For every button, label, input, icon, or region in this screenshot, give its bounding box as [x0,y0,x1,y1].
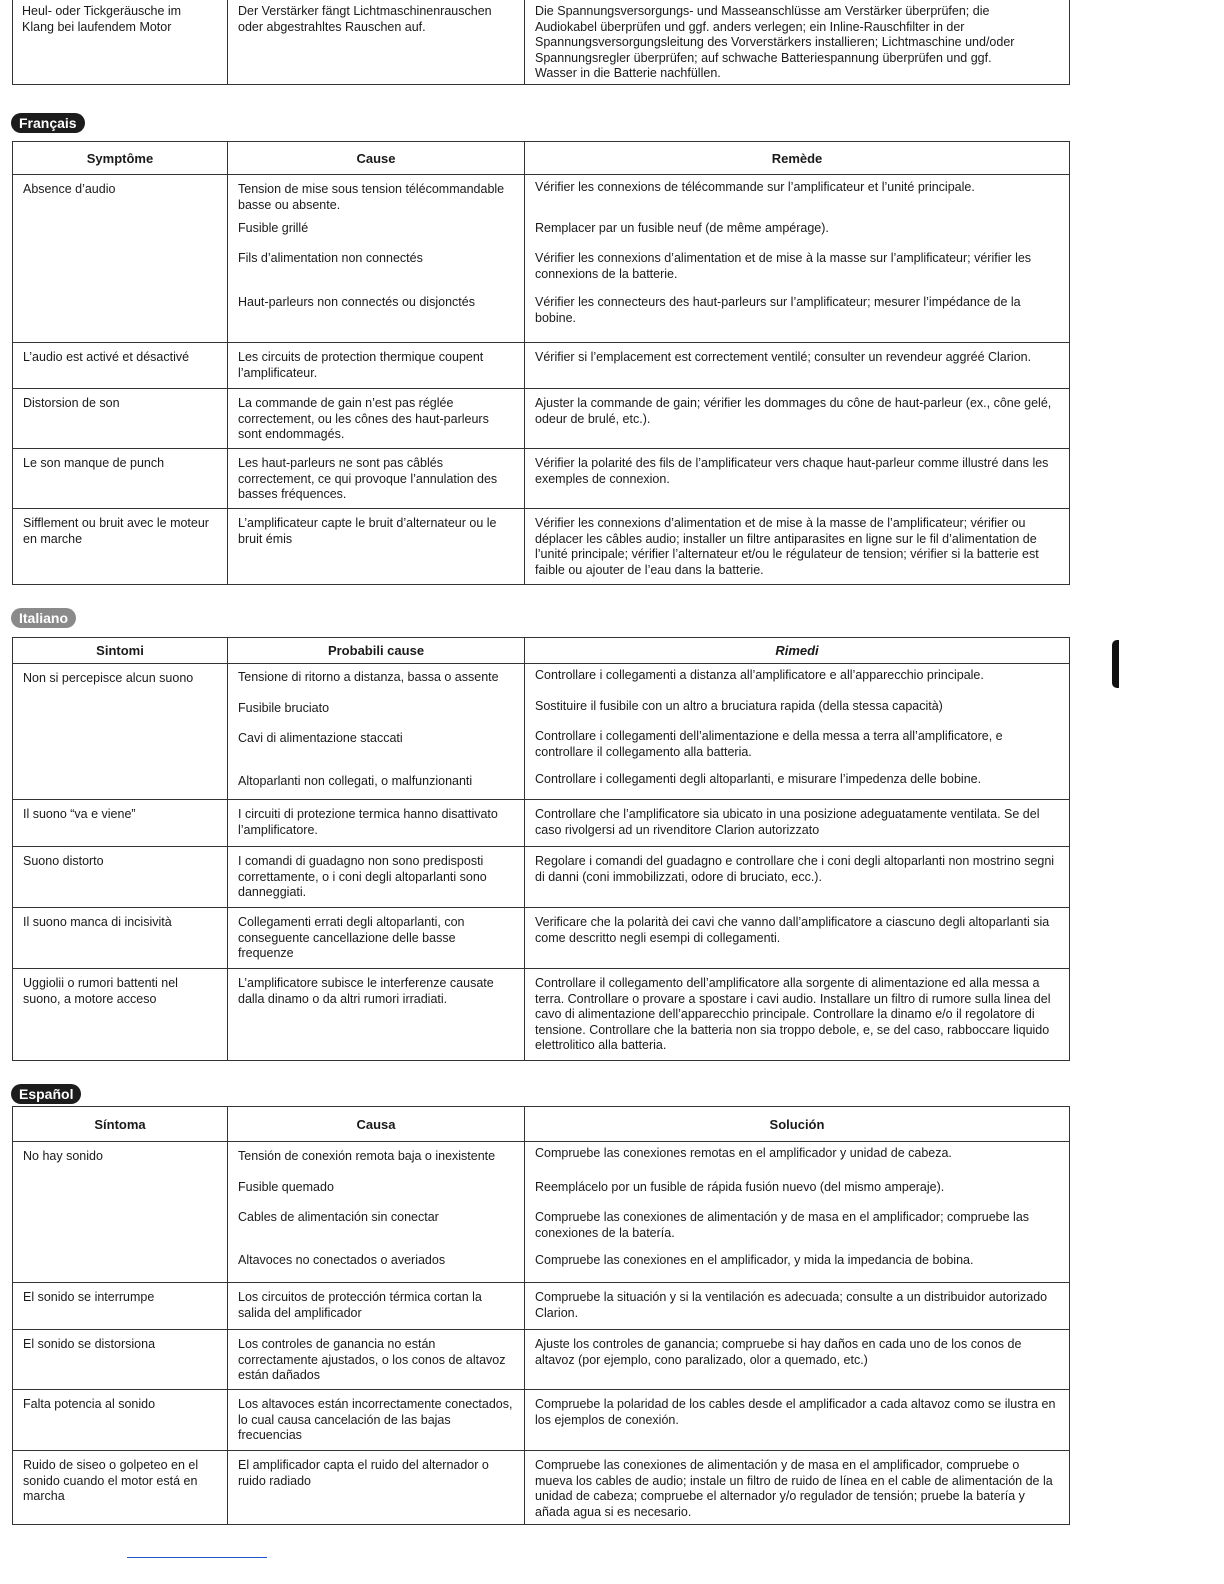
table-row [13,1283,1070,1330]
symptom-cell: El sonido se distorsiona [23,1337,156,1351]
divider [1069,0,1070,84]
remedy-cell: Compruebe la situación y si la ventilación es adecuada; consulte a un distribuidor autorizado Clarion. [535,1290,1048,1320]
table-row [13,509,1070,585]
symptom-cell: L’audio est activé et désactivé [23,350,190,364]
cause-text [238,4,492,35]
cause-cell: Les circuits de protection thermique coupent l’amplificateur. [238,350,484,380]
remedy-cell: Controllare i collegamenti a distanza all’amplificatore e all’apparecchio principale. [535,668,984,682]
troubleshooting-table-francais [12,141,1070,585]
remedy-cell: Vérifier les connexions d’alimentation et de mise à la masse de l’amplificateur; vérifier ou déplacer les câbles audio; installer un filtre antiparasites en ligne sur le fil d’alimentation de l’unité principale; vérifier l’alternateur et/ou le régulateur de tension; vérifier si la batterie est faible ou ajouter de l’eau dans la batterie. [535,516,1039,577]
remedy-cell: Regolare i comandi del guadagno e controllare che i coni degli altoparlanti non mostrino segni di danni (coni immobilizzati, odore di bruciato, ecc.). [535,854,1055,884]
symptom-cell: Il suono “va e viene” [23,807,136,821]
remedy-cell: Vérifier la polarité des fils de l’amplificateur vers chaque haut-parleur comme illustré dans les exemples de connexion. [535,456,1049,486]
remedy-cell: Controllare che l’amplificatore sia ubicato in una posizione adeguatamente ventilata. Se del caso rivolgersi ad un rivenditore Clarion autorizzato [535,807,1040,837]
cause-cell: Tensión de conexión remota baja o inexistente [238,1149,496,1163]
footer-rule [127,1557,267,1558]
table-row [13,449,1070,509]
remedy-cell: Controllare i collegamenti dell’alimentazione e della messa a terra all’amplificatore, e controllare il collegamento alla batteria. [535,729,1003,759]
cause-cell: Fusible grillé [238,221,309,235]
header-remedy: Remède [525,142,1070,175]
symptom-cell: Ruido de siseo o golpeteo en el sonido cuando el motor está en marcha [23,1458,199,1503]
symptom-cell: Absence d’audio [23,182,116,196]
header-remedy: Solución [525,1107,1070,1142]
remedy-cell: Vérifier les connexions de télécommande sur l’amplificateur et l’unité principale. [535,180,975,194]
cause-cell: Les haut-parleurs ne sont pas câblés correctement, ce qui provoque l’annulation des basses fréquences. [238,456,498,501]
symptom-cell: Distorsion de son [23,396,120,410]
symptom-cell: Non si percepisce alcun suono [23,671,194,685]
table-row [13,847,1070,908]
remedy-cell: Compruebe las conexiones remotas en el amplificador y unidad de cabeza. [535,1146,952,1160]
divider [524,0,525,84]
divider [12,84,1070,85]
remedy-line: Spannungsregler überprüfen; auf schwache Batteriespannung überprüfen und ggf. [535,50,992,65]
cause-cell: Los controles de ganancia no están correctamente ajustados, o los conos de altavoz están dañados [238,1337,506,1382]
divider [12,0,13,84]
table-row [13,908,1070,969]
header-cause: Cause [228,142,525,175]
language-badge-italiano: Italiano [11,608,76,628]
remedy-cell: Controllare il collegamento dell’amplificatore alla sorgente di alimentazione ed alla messa a terra. Controllare o provare a spostare i cavi audio. Installare un filtro di rumore sulla linea del cavo di alimentazione dell’apparecchio principale. Controllare la dinamo e/o il regolatore di tensione. Controllare che la batteria non sia troppo debole, e, se del caso, rabboccare liquido elettrolitico alla batteria. [535,976,1051,1052]
remedy-cell: Ajuste los controles de ganancia; compruebe si hay daños en cada uno de los conos de altavoz (por ejemplo, cono paralizado, olor a quemado, etc.) [535,1337,1022,1367]
cause-cell: I circuiti di protezione termica hanno disattivato l’amplificatore. [238,807,498,837]
cause-cell: El amplificador capta el ruido del alternador o ruido radiado [238,1458,489,1488]
header-cause: Causa [228,1107,525,1142]
remedy-cell: Compruebe las conexiones en el amplificador, y mida la impedancia de bobina. [535,1253,974,1267]
cause-cell: Altoparlanti non collegati, o malfunzionanti [238,774,473,788]
cause-cell: L’amplificateur capte le bruit d’alternateur ou le bruit émis [238,516,497,546]
cause-line: oder abgestrahltes Rauschen auf. [238,19,426,34]
troubleshooting-table-italiano [12,637,1070,1061]
language-badge-francais: Français [11,113,85,133]
header-row [13,638,1070,664]
remedy-cell: Vérifier si l’emplacement est correctement ventilé; consulter un revendeur aggréé Clarion. [535,350,1032,364]
cause-line: Der Verstärker fängt Lichtmaschinenrauschen [238,4,492,18]
symptom-cell: Le son manque de punch [23,456,165,470]
remedy-cell: Sostituire il fusibile con un altro a bruciatura rapida (della stessa capacità) [535,699,943,713]
table-row [13,1390,1070,1451]
symptom-text [22,4,181,35]
cause-cell: Altavoces no conectados o averiados [238,1253,446,1267]
cause-cell: Haut-parleurs non connectés ou disjonctés [238,295,475,309]
table-row [13,343,1070,389]
remedy-cell: Compruebe las conexiones de alimentación y de masa en el amplificador, compruebe o mueva los cables de audio; instale un filtro de ruido de línea en el cable de alimentación de la unidad de cabeza; compruebe el alternador y/o regulador de tensión; pruebe la batería y añada agua si es necesario. [535,1458,1053,1519]
cause-cell: La commande de gain n’est pas réglée correctement, ou les cônes des haut-parleurs sont endommagés. [238,396,489,441]
remedy-cell: Compruebe la polaridad de los cables desde el amplificador a cada altavoz como se ilustra en los ejemplos de conexión. [535,1397,1056,1427]
cause-cell: Cavi di alimentazione staccati [238,731,403,745]
remedy-cell: Reemplácelo por un fusible de rápida fusión nuevo (del mismo amperaje). [535,1180,945,1194]
symptom-cell: Il suono manca di incisività [23,915,172,929]
remedy-line: Wasser in die Batterie nachfüllen. [535,66,721,80]
remedy-line: Die Spannungsversorgungs- und Masseanschlüsse am Verstärker überprüfen; die [535,4,990,18]
symptom-cell: Suono distorto [23,854,104,868]
header-row [13,1107,1070,1142]
cause-cell: Tensione di ritorno a distanza, bassa o assente [238,670,499,684]
remedy-cell: Remplacer par un fusible neuf (de même ampérage). [535,221,829,235]
symptom-line: Klang bei laufendem Motor [22,19,172,34]
troubleshooting-table-espanol [12,1106,1070,1525]
header-symptom: Sintomi [13,638,228,664]
table-row [13,1451,1070,1525]
cause-cell: Los altavoces están incorrectamente conectados, lo cual causa cancelación de las bajas frecuencias [238,1397,513,1442]
remedy-line: Audiokabel überprüfen und ggf. anders verlegen; ein Inline-Rauschfilter in der [535,19,965,34]
remedy-text [535,4,1014,82]
cause-cell: Tension de mise sous tension télécommandable basse ou absente. [238,182,505,212]
remedy-cell: Ajuster la commande de gain; vérifier les dommages du cône de haut-parleur (ex., cône gelé, odeur de brulé, etc.). [535,396,1052,426]
symptom-cell: El sonido se interrumpe [23,1290,155,1304]
divider [227,0,228,84]
cause-cell: Fils d’alimentation non connectés [238,251,423,265]
remedy-cell: Vérifier les connecteurs des haut-parleurs sur l’amplificateur; mesurer l’impédance de la bobine. [535,295,1021,325]
table-row [13,1330,1070,1390]
header-cause: Probabili cause [228,638,525,664]
scan-edge-mark [1112,640,1119,688]
remedy-cell: Verificare che la polarità dei cavi che vanno dall’amplificatore a ciascuno degli altoparlanti sia come descritto negli esempi di collegamenti. [535,915,1050,945]
table-row [13,800,1070,847]
table-row [13,175,1070,343]
cause-cell: Los circuitos de protección térmica cortan la salida del amplificador [238,1290,482,1320]
german-table-fragment [12,0,1070,84]
cause-cell: L’amplificatore subisce le interferenze causate dalla dinamo o da altri rumori irradiati. [238,976,494,1006]
table-row [13,969,1070,1061]
cause-cell: Fusibile bruciato [238,701,330,715]
symptom-cell: Falta potencia al sonido [23,1397,156,1411]
table-row [13,1142,1070,1283]
remedy-cell: Vérifier les connexions d’alimentation et de mise à la masse sur l’amplificateur; vérifier les connexions de la batterie. [535,251,1032,281]
header-symptom: Síntoma [13,1107,228,1142]
language-badge-espanol: Español [11,1084,81,1104]
header-row [13,142,1070,175]
cause-cell: Collegamenti errati degli altoparlanti, con conseguente cancellazione delle basse frequenze [238,915,465,960]
remedy-cell: Compruebe las conexiones de alimentación y de masa en el amplificador; compruebe las conexiones de la batería. [535,1210,1030,1240]
table-row [13,664,1070,800]
symptom-cell: Uggiolii o rumori battenti nel suono, a motore acceso [23,976,178,1006]
header-symptom: Symptôme [13,142,228,175]
symptom-cell: No hay sonido [23,1149,103,1163]
cause-cell: Fusible quemado [238,1180,334,1194]
header-remedy: Rimedi [525,638,1070,664]
symptom-line: Heul- oder Tickgeräusche im [22,4,182,18]
remedy-cell: Controllare i collegamenti degli altoparlanti, e misurare l’impedenza delle bobine. [535,772,982,786]
cause-cell: I comandi di guadagno non sono predisposti correttamente, o i coni degli altoparlanti sono danneggiati. [238,854,487,899]
cause-cell: Cables de alimentación sin conectar [238,1210,439,1224]
symptom-cell: Sifflement ou bruit avec le moteur en marche [23,516,209,546]
remedy-line: Spannungsversorgungsleitung des Vorverstärkers installieren; Lichtmaschine und/oder [535,35,1015,49]
table-row [13,389,1070,449]
